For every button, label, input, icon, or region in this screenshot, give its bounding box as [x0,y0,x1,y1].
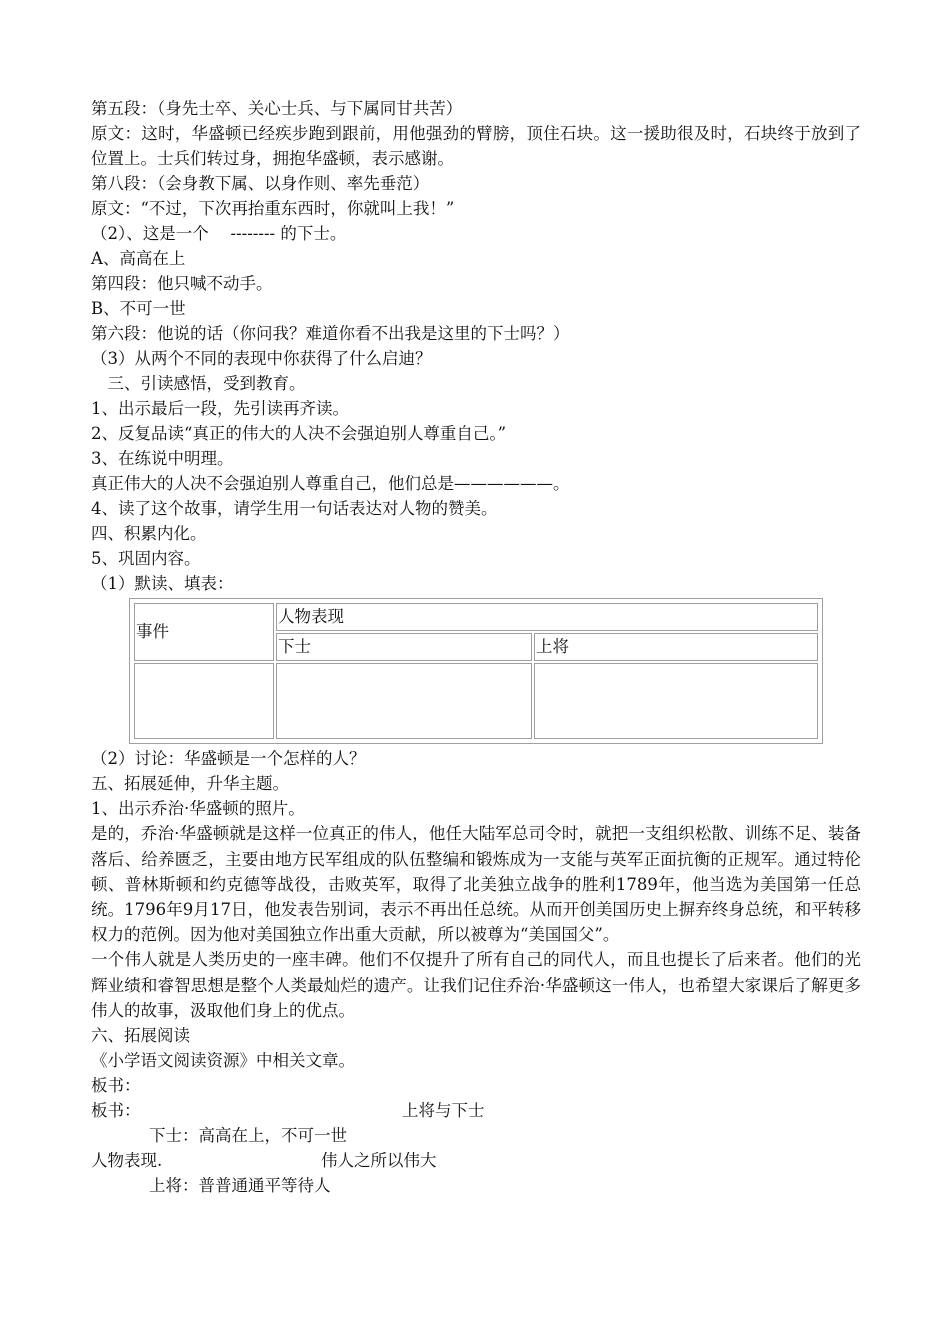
table-cell-empty [134,663,274,739]
table-header-sergeant: 下士 [276,633,532,661]
table-header-general: 上将 [534,633,818,661]
quote-paragraph: 原文：这时，华盛顿已经疾步跑到跟前，用他强劲的臂膀，顶住石块。这一援助很及时，石块终于放到了位置上。士兵们转过身，拥抱华盛顿，表示感谢。 [91,124,861,169]
text-line: 第四段：他只喊不动手。 [91,274,273,294]
board-title: 上将与下士 [402,1101,485,1121]
board-sergeant: 下士：高高在上，不可一世 [149,1126,347,1146]
text-line: 2、反复品读“真正的伟大的人决不会强迫别人尊重自己。” [91,424,507,444]
text-line: 真正伟大的人决不会强迫别人尊重自己，他们总是——————。 [91,474,570,494]
section-heading: 三、引读感悟，受到教育。 [91,374,306,394]
text-line: 5、巩固内容。 [91,549,201,569]
fill-in-table [129,598,823,744]
text-line: 3、在练说中明理。 [91,449,234,469]
board-label: 板书： [91,1101,141,1121]
text-line: 板书： [91,1076,141,1096]
text-line: （3）从两个不同的表现中你获得了什么启迪？ [91,349,432,369]
text-line: 第六段：他说的话（你问我？难道你看不出我是这里的下士吗？） [91,324,570,344]
section-heading: 五、拓展延伸，升华主题。 [91,774,289,794]
text-line: 1、出示最后一段，先引读再齐读。 [91,399,349,419]
text-line: 第五段：（身先士卒、关心士兵、与下属同甘共苦） [91,99,463,118]
section-heading: 六、拓展阅读 [91,1026,190,1046]
text-line: 原文：“不过，下次再抬重东西时，你就叫上我！” [91,199,455,219]
text-line: （1）默读、填表： [91,574,234,594]
text-line: 1、出示乔治·华盛顿的照片。 [91,799,305,819]
board-general: 上将：普普通通平等待人 [149,1176,331,1196]
washington-paragraph: 是的，乔治·华盛顿就是这样一位真正的伟人，他任大陆军总司令时，就把一支组织松散、训练不足、装备落后、给养匮乏，主要由地方民军组成的队伍整编和锻炼成为一支能与英军正面抗衡的正规军。通过特伦顿、普林斯顿和约克德等战役，击败英军，取得了北美独立战争的胜利1789年，他当选为美国第一任总统。1796年9月17日，他发表告别词，表示不再出任总统。从而开创美国历史上摒弃终身总统，和平转移权力的范例。因为他对美国独立作出重大贡献，所以被尊为“美国国父”。 [91,824,861,945]
text-line: A、高高在上 [91,249,186,269]
text-line: 4、读了这个故事，请学生用一句话表达对人物的赞美。 [91,499,498,519]
section-heading: 四、积累内化。 [91,524,207,544]
table-cell-empty [534,663,818,739]
text-line: 《小学语文阅读资源》中相关文章。 [91,1051,355,1071]
board-center: 伟人之所以伟大 [321,1151,437,1171]
text-line: （2）、这是一个 -------- 的下士。 [91,224,347,244]
table-header-performance: 人物表现 [276,603,818,631]
table-cell-empty [276,663,532,739]
board-performance-label: 人物表现. [91,1151,163,1171]
conclusion-paragraph: 一个伟人就是人类历史的一座丰碑。他们不仅提升了所有自己的同代人，而且也提长了后来者。他们的光辉业绩和睿智思想是整个人类最灿烂的遗产。让我们记住乔治·华盛顿这一伟人，也希望大家课后了解更多伟人的故事，汲取他们身上的优点。 [91,950,861,1020]
document-page [91,96,861,1198]
text-line: （2）讨论：华盛顿是一个怎样的人？ [91,749,366,769]
text-line: 第八段：（会身教下属、以身作则、率先垂范） [91,174,430,194]
text-line: B、不可一世 [91,299,186,319]
blackboard-layout [91,1098,861,1198]
table-header-event: 事件 [134,603,274,661]
